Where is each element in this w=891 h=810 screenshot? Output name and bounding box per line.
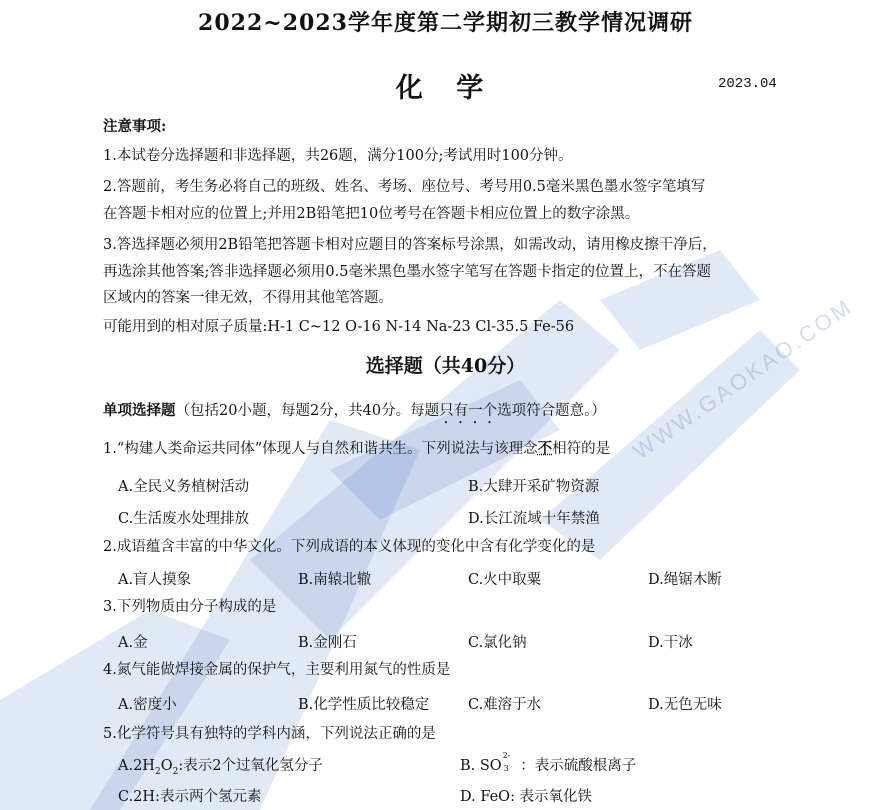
question-4-option-a: A.密度小 [118, 697, 177, 713]
question-1-option-d: D.长江流域十年禁渔 [468, 511, 600, 527]
question-1-option-a: A.全民义务植树活动 [118, 479, 250, 495]
instructions-text-end: 选项符合题意。） [497, 403, 606, 419]
instructions-text: （包括20小题，每题2分，共40分。每题 [175, 403, 440, 419]
question-5-option-b [460, 751, 637, 775]
notes-item-3-line-3: 区域内的答案一律无效，不得用其他笔答题。 [103, 290, 393, 306]
question-5-stem: 5.化学符号具有独特的学科内涵，下列说法正确的是 [103, 726, 436, 742]
notes-item-3-line-1: 3.答选择题必须用2B铅笔把答题卡相对应题目的答案标号涂黑，如需改动，请用橡皮擦干净后， [103, 237, 717, 253]
notes-item-2-line-1: 2.答题前，考生务必将自己的班级、姓名、考场、座位号、考号用0.5毫米黑色墨水签字笔填写 [103, 179, 706, 195]
notes-item-1: 1.本试卷分选择题和非选择题，共26题，满分100分;考试用时100分钟。 [103, 148, 573, 164]
formula-a-mid: O [160, 758, 173, 774]
instructions-label: 单项选择题 [103, 402, 176, 419]
question-2-option-a: A.盲人摸象 [118, 572, 192, 588]
question-2-option-b: B.南辕北辙 [298, 572, 372, 588]
question-5-option-a [118, 754, 323, 777]
subject-title: 化 学 [395, 73, 496, 104]
formula-a-pre: A.2H [118, 758, 155, 774]
formula-b-pre: B. SO [460, 758, 502, 774]
formula-a-sub2: 2 [172, 766, 179, 777]
formula-b-post: ：表示硫酸根离子 [515, 758, 637, 774]
notes-item-2-line-2: 在答题卡相对应的位置上;并用2B铅笔把10位考号在答题卡相应位置上的数字涂黑。 [103, 206, 640, 222]
question-3-option-a: A.金 [118, 635, 148, 651]
instructions-emphasis: 只有一个 [439, 403, 498, 419]
question-4-option-c: C.难溶于水 [468, 697, 542, 713]
question-3-option-b: B.金刚石 [298, 635, 357, 651]
question-1-stem [103, 436, 610, 462]
question-4-option-b: B.化学性质比较稳定 [298, 697, 430, 713]
question-1-option-c: C.生活废水处理排放 [118, 511, 250, 527]
atomic-mass-line: 可能用到的相对原子质量:H-1 C~12 O-16 N-14 Na-23 Cl-35.5 Fe-56 [103, 319, 575, 335]
question-1-stem-post: 相符的是 [552, 441, 611, 457]
formula-a-sub1: 2 [154, 766, 161, 777]
question-2-option-d: D.绳锯木断 [648, 572, 722, 588]
notes-heading: 注意事项: [103, 118, 167, 135]
question-4-option-d: D.无色无味 [648, 697, 722, 713]
question-3-option-d: D.干冰 [648, 635, 693, 651]
question-5-option-d: D. FeO: 表示氧化铁 [460, 789, 593, 805]
question-2-option-c: C.火中取粟 [468, 572, 542, 588]
question-3-stem: 3.下列物质由分子构成的是 [103, 599, 277, 615]
section-instructions [103, 398, 606, 427]
formula-a-post: :表示2个过氧化氢分子 [178, 758, 323, 774]
question-2-stem: 2.成语蕴含丰富的中华文化。下列成语的本义体现的变化中含有化学变化的是 [103, 539, 596, 555]
exam-title: 2022~2023学年度第二学期初三教学情况调研 [198, 10, 693, 36]
question-3-option-c: C.氯化钠 [468, 635, 527, 651]
question-1-stem-pre: 1.“构建人类命运共同体”体现人与自然和谐共生。下列说法与该理念 [103, 441, 538, 457]
question-1-emphasis: 不 [537, 440, 553, 457]
formula-b-sub: 3 [503, 764, 509, 773]
question-4-stem: 4.氮气能做焊接金属的保护气，主要利用氮气的性质是 [103, 662, 451, 678]
formula-b-sup: 2- [502, 751, 511, 760]
question-5-option-c: C.2H:表示两个氢元素 [118, 789, 262, 805]
question-1-option-b: B.大肆开采矿物资源 [468, 479, 600, 495]
section-title: 选择题（共40分） [365, 355, 526, 377]
exam-date: 2023.04 [718, 76, 777, 92]
watermark-url: WWW.GAOKAO.COM [628, 293, 858, 465]
notes-item-3-line-2: 再选涂其他答案;答非选择题必须用0.5毫米黑色墨水签字笔写在答题卡指定的位置上，不在答题 [103, 264, 711, 280]
